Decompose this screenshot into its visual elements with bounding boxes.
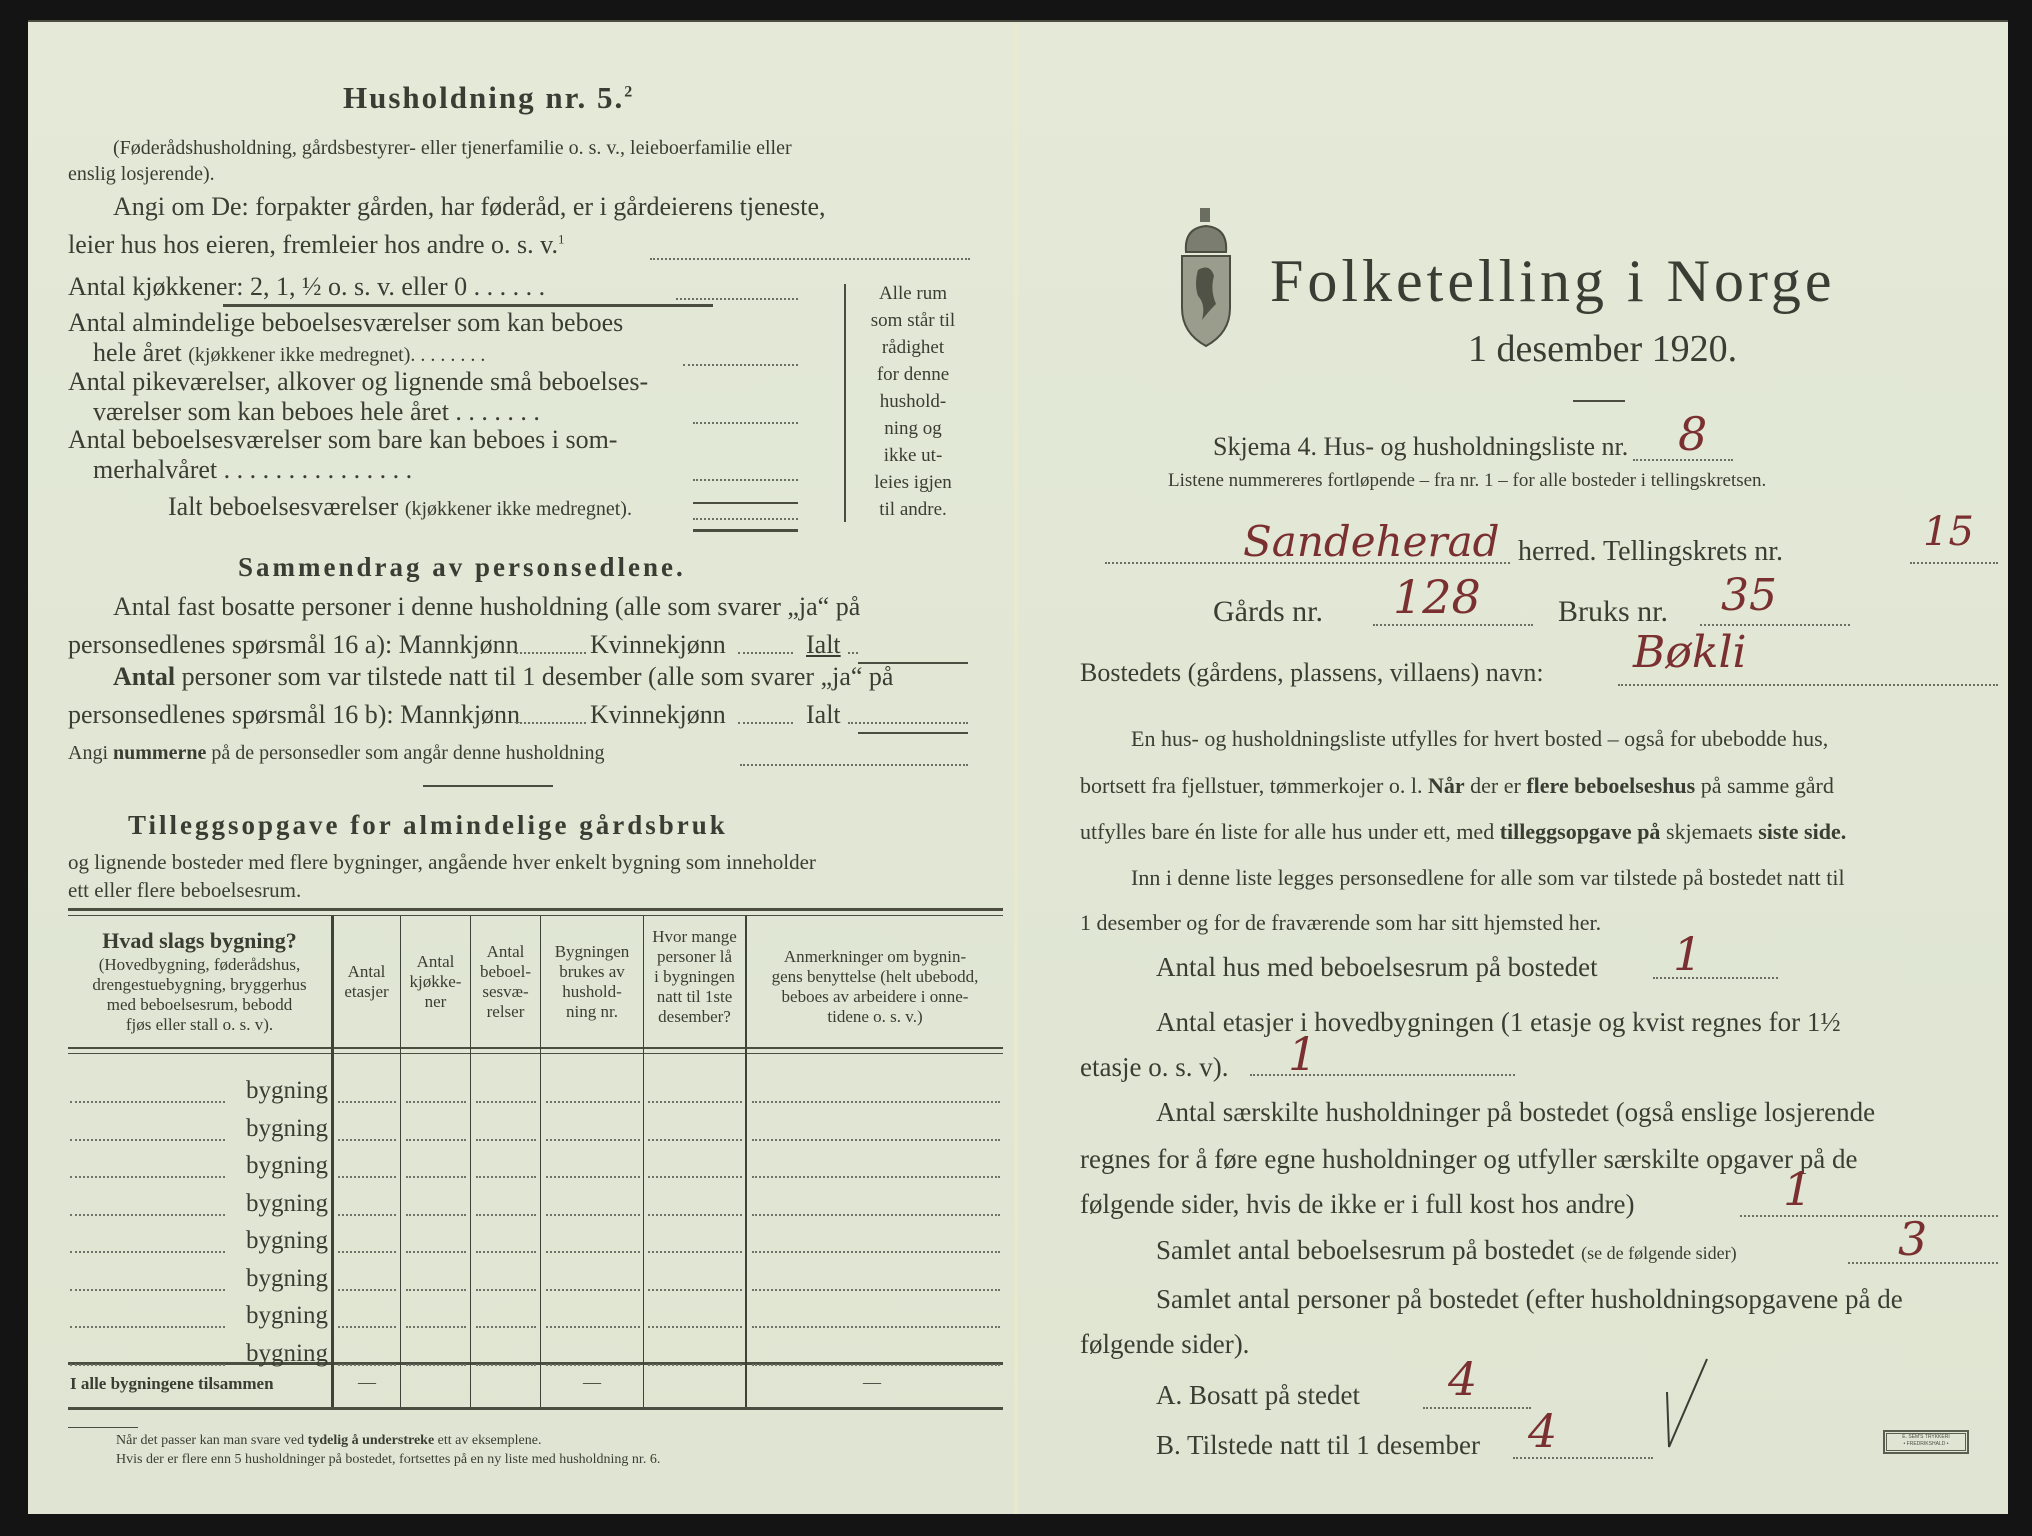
cell-field[interactable]: [406, 1289, 466, 1291]
coat-of-arms-icon: [1180, 208, 1232, 348]
rooms-ialt: Ialt beboelsesværelser (kjøkkener ikke medregnet).: [168, 492, 632, 521]
summary-line-1: Antal fast bosatte personer i denne husholdning (alle som svarer „ja“ på: [113, 592, 861, 621]
para-2-b: 1 desember og for de fraværende som har sitt hjemsted her.: [1080, 910, 1602, 935]
total-rule: [693, 529, 798, 532]
q-etasjer-label-1: Antal etasjer i hovedbygningen (1 etasje og kvist regnes for 1½: [1156, 1007, 1841, 1037]
footnote-1: Når det passer kan man svare ved tydelig å understreke ett av eksemplene.: [116, 1433, 542, 1448]
ialt-16b-rule: [858, 732, 968, 734]
summary-line-2: personsedlenes spørsmål 16 a): Mannkjønn: [68, 630, 519, 659]
row-label: bygning: [246, 1264, 328, 1292]
header-beboelsesvaerelser: Antal beboel- sesvæ- relser: [480, 942, 531, 1021]
rooms-sommer-1: Antal beboelsesværelser som bare kan beboes i som-: [68, 425, 618, 454]
cell-field[interactable]: [546, 1139, 640, 1141]
cell-field[interactable]: [648, 1101, 742, 1103]
ialt-16a-field[interactable]: [848, 652, 858, 654]
census-date: 1 desember 1920.: [1468, 328, 1738, 370]
household-title: Husholdning nr. 5.$^2$: [343, 80, 635, 115]
kvinnekjonn-16a-label: Kvinnekjønn: [590, 630, 726, 659]
header-husholdning-nr: Bygningen brukes av hushold- ning nr.: [554, 942, 630, 1021]
header-anmerkninger: Anmerkninger om bygnin- gens benyttelse (helt ubebodd, beboes av arbeidere i onne- tidene o. s. v.): [771, 947, 979, 1026]
total-row-label: I alle bygningene tilsammen: [70, 1374, 274, 1393]
cell-field[interactable]: [648, 1214, 742, 1216]
cell-field[interactable]: [476, 1214, 536, 1216]
cell-field[interactable]: [406, 1101, 466, 1103]
mannkjonn-16a-field[interactable]: [516, 652, 586, 654]
gards-value: 128: [1393, 570, 1481, 624]
cell-field[interactable]: [752, 1326, 1000, 1328]
cell-field[interactable]: [546, 1176, 640, 1178]
census-title: Folketelling i Norge: [1270, 248, 1836, 314]
footnote-2: Hvis der er flere enn 5 husholdninger på bostedet, fortsettes på en ny liste med husholdning nr. 6.: [116, 1452, 661, 1467]
cell-field[interactable]: [546, 1214, 640, 1216]
census-form-sheet: [28, 20, 2008, 1514]
nummerne-field[interactable]: [740, 764, 968, 766]
cell-field[interactable]: [406, 1139, 466, 1141]
row-label: bygning: [246, 1189, 328, 1217]
cell-field[interactable]: [752, 1289, 1000, 1291]
divider: [223, 304, 713, 307]
row-label: bygning: [246, 1339, 328, 1367]
q-etasjer-label-2: etasje o. s. v).: [1080, 1052, 1229, 1082]
cell-field[interactable]: [546, 1364, 640, 1366]
building-type-field[interactable]: [70, 1176, 225, 1178]
cell-field[interactable]: [338, 1101, 396, 1103]
table-header-rule-2: [68, 1053, 1003, 1054]
q-hush-field[interactable]: [1740, 1215, 1998, 1217]
listene-note: Listene nummereres fortløpende – fra nr. 1 – for alle bosteder i tellingskretsen.: [1168, 470, 1767, 491]
cell-field[interactable]: [338, 1139, 396, 1141]
q-hush-label-2: regnes for å føre egne husholdninger og utfyller særskilte opgaver på de: [1080, 1144, 1858, 1174]
q-rum-value: 3: [1898, 1212, 1928, 1266]
ialt-16b-label: Ialt: [806, 700, 841, 729]
cell-field[interactable]: [476, 1176, 536, 1178]
cell-field[interactable]: [338, 1289, 396, 1291]
building-type-field[interactable]: [70, 1139, 225, 1141]
rooms-kjokkener: Antal kjøkkener: 2, 1, ½ o. s. v. eller 0 . . . . . .: [68, 272, 546, 301]
cell-field[interactable]: [476, 1101, 536, 1103]
cell-field[interactable]: [752, 1364, 1000, 1366]
q-pers-label-2: følgende sider).: [1080, 1329, 1250, 1359]
cell-field[interactable]: [476, 1251, 536, 1253]
cell-field[interactable]: [752, 1139, 1000, 1141]
cell-field[interactable]: [476, 1289, 536, 1291]
page-fold: [1013, 22, 1019, 1514]
cell-field[interactable]: [752, 1251, 1000, 1253]
alm-field[interactable]: [683, 364, 798, 366]
cell-field[interactable]: [648, 1289, 742, 1291]
q-a-field[interactable]: [1423, 1407, 1531, 1409]
sum-rule: [693, 502, 798, 504]
rooms-pike-1: Antal pikeværelser, alkover og lignende små beboelses-: [68, 367, 649, 396]
bruks-field[interactable]: [1700, 624, 1850, 626]
q-hush-value: 1: [1783, 1162, 1813, 1216]
sommer-field[interactable]: [693, 479, 798, 481]
row-label: bygning: [246, 1077, 328, 1104]
summary-line-3: Antal personer som var tilstede natt til 1 desember (alle som svarer „ja“ på: [113, 662, 894, 691]
q-hush-label-3: følgende sider, hvis de ikke er i full kost hos andre): [1080, 1189, 1635, 1219]
gards-field[interactable]: [1373, 624, 1533, 626]
q-b-value: 4: [1528, 1404, 1558, 1458]
cell-field[interactable]: [648, 1251, 742, 1253]
title-rule: [1573, 400, 1625, 402]
header-personer: Hvor mange personer lå i bygningen natt til 1ste desember?: [652, 927, 737, 1026]
mannkjonn-16b-field[interactable]: [516, 722, 586, 724]
cell-field[interactable]: [752, 1101, 1000, 1103]
pike-field[interactable]: [693, 422, 798, 424]
building-type-field[interactable]: [70, 1289, 225, 1291]
header-etasjer: Antal etasjer: [344, 962, 389, 1001]
total-mark: —: [583, 1372, 601, 1392]
row-label: bygning: [246, 1152, 328, 1179]
cell-field[interactable]: [546, 1326, 640, 1328]
ialt-16b-field[interactable]: [848, 722, 968, 724]
bosted-label: Bostedets (gårdens, plassens, villaens) navn:: [1080, 658, 1544, 687]
q-hus-field[interactable]: [1653, 977, 1778, 979]
cell-field[interactable]: [406, 1176, 466, 1178]
angi-line-1: Angi om De: forpakter gården, har føderåd, er i gårdeierens tjeneste,: [113, 192, 826, 221]
summary-line-5: Angi nummerne på de personsedler som angår denne husholdning: [68, 742, 605, 764]
bosted-field[interactable]: [1618, 684, 1998, 686]
skjema-label: Skjema 4. Hus- og husholdningsliste nr.: [1213, 432, 1629, 461]
herred-value: Sandeherad: [1243, 517, 1500, 566]
cell-field[interactable]: [546, 1289, 640, 1291]
header-building-type: Hvad slags bygning? (Hovedbygning, føderådshus, drengestuebygning, bryggerhus med beboelsesrum, bebodd fjøs eller stall o. s. v).: [92, 928, 307, 1034]
cell-field[interactable]: [338, 1251, 396, 1253]
header-kjokkener: Antal kjøkke- ner: [409, 952, 462, 1011]
bruks-label: Bruks nr.: [1558, 595, 1669, 628]
cell-field[interactable]: [648, 1176, 742, 1178]
para-1-a: En hus- og husholdningsliste utfylles for hvert bosted – også for ubebodde hus,: [1131, 726, 1829, 751]
q-a-label: A. Bosatt på stedet: [1156, 1380, 1360, 1410]
q-etasjer-value: 1: [1288, 1027, 1318, 1081]
cell-field[interactable]: [338, 1176, 396, 1178]
cell-field[interactable]: [546, 1251, 640, 1253]
cell-field[interactable]: [338, 1214, 396, 1216]
cell-field[interactable]: [546, 1101, 640, 1103]
rooms-alm-1: Antal almindelige beboelsesværelser som kan beboes: [68, 308, 624, 337]
cell-field[interactable]: [406, 1251, 466, 1253]
cell-field[interactable]: [338, 1326, 396, 1328]
tellingskrets-field[interactable]: [1910, 562, 1998, 564]
section-divider: [423, 785, 553, 787]
para-1-b: bortsett fra fjellstuer, tømmerkojer o. l. Når der er flere beboelseshus på samme gård: [1080, 773, 1834, 798]
brace-note: Alle rum som står til rådighet for denne hushold- ning og ikke ut- leies igjen til andre.: [870, 283, 956, 520]
building-type-field[interactable]: [70, 1214, 225, 1216]
kvinnekjonn-16b-field[interactable]: [738, 722, 793, 724]
kvinnekjonn-16a-field[interactable]: [738, 652, 793, 654]
total-mark: —: [863, 1372, 881, 1392]
tellingskrets-value: 15: [1923, 509, 1974, 555]
tillegg-desc-1: og lignende bosteder med flere bygninger, angående hver enkelt bygning som inneholder: [68, 850, 816, 874]
q-a-value: 4: [1448, 1352, 1478, 1406]
cell-field[interactable]: [476, 1326, 536, 1328]
q-hus-value: 1: [1673, 927, 1703, 981]
bosted-value: Bøkli: [1633, 627, 1747, 678]
building-type-field[interactable]: [70, 1326, 225, 1328]
summary-title: Sammendrag av personsedlene.: [238, 552, 686, 582]
table-bottom-rule: [68, 1407, 1003, 1410]
brace: [844, 284, 846, 522]
building-type-field[interactable]: [70, 1101, 225, 1103]
row-label: bygning: [246, 1302, 328, 1329]
para-1-c: utfylles bare én liste for alle hus under ett, med tilleggsopgave på skjemaets siste side.: [1080, 819, 1847, 844]
q-rum-label: Samlet antal beboelsesrum på bostedet (se de følgende sider): [1156, 1235, 1737, 1265]
q-pers-label-1: Samlet antal personer på bostedet (efter husholdningsopgavene på de: [1156, 1284, 1903, 1314]
kjokkener-field[interactable]: [676, 298, 798, 300]
cell-field[interactable]: [476, 1139, 536, 1141]
table-header-rule: [68, 1047, 1003, 1049]
rooms-sommer-2: merhalvåret . . . . . . . . . . . . . . .: [93, 455, 413, 484]
rooms-alm-2: hele året (kjøkkener ikke medregnet). . . . . . . .: [93, 338, 486, 367]
building-type-field[interactable]: [70, 1251, 225, 1253]
cell-field[interactable]: [648, 1139, 742, 1141]
herred-label: herred. Tellingskrets nr.: [1518, 536, 1784, 567]
bruks-value: 35: [1721, 570, 1777, 621]
cell-field[interactable]: [752, 1176, 1000, 1178]
q-hush-label-1: Antal særskilte husholdninger på bostedet (også enslige losjerende: [1156, 1097, 1876, 1127]
cell-field[interactable]: [406, 1364, 466, 1366]
tillegg-title: Tilleggsopgave for almindelige gårdsbruk: [128, 810, 728, 840]
husholdningsliste-nr-value: 8: [1678, 407, 1708, 461]
kvinnekjonn-16b-label: Kvinnekjønn: [590, 700, 726, 729]
cell-field[interactable]: [648, 1326, 742, 1328]
footnote-rule: [68, 1427, 138, 1428]
ialt-field[interactable]: [693, 518, 798, 520]
cell-field[interactable]: [648, 1364, 742, 1366]
household-subtitle-2: enslig losjerende).: [68, 163, 215, 185]
checkmark-icon: [1663, 1357, 1713, 1457]
angi-answer-field[interactable]: [650, 258, 970, 260]
gards-label: Gårds nr.: [1213, 595, 1323, 628]
angi-line-2: leier hus hos eieren, fremleier hos andre o. s. v.$^1$: [68, 230, 565, 259]
printer-stamp: E. SEM'S TRYKKERI • FREDRIKSHALD •: [1883, 1430, 1969, 1454]
rooms-pike-2: værelser som kan beboes hele året . . . . . . .: [93, 397, 540, 426]
cell-field[interactable]: [752, 1214, 1000, 1216]
tillegg-desc-2: ett eller flere beboelsesrum.: [68, 878, 302, 902]
table-top-rule: [68, 908, 1003, 911]
cell-field[interactable]: [338, 1364, 396, 1366]
q-b-label: B. Tilstede natt til 1 desember: [1156, 1430, 1480, 1460]
cell-field[interactable]: [476, 1364, 536, 1366]
row-label: bygning: [246, 1114, 328, 1142]
row-label: bygning: [246, 1227, 328, 1254]
cell-field[interactable]: [406, 1326, 466, 1328]
total-mark: —: [358, 1372, 376, 1392]
ialt-16a-label: Ialt: [806, 630, 841, 659]
table-top-rule-2: [68, 915, 1003, 916]
cell-field[interactable]: [406, 1214, 466, 1216]
household-subtitle: (Føderådshusholdning, gårdsbestyrer- eller tjenerfamilie o. s. v., leieboerfamilie eller: [113, 137, 792, 159]
building-type-field[interactable]: [70, 1364, 225, 1366]
para-2-a: Inn i denne liste legges personsedlene for alle som var tilstede på bostedet natt til: [1131, 865, 1845, 890]
q-hus-label: Antal hus med beboelsesrum på bostedet: [1156, 952, 1598, 982]
summary-line-4: personsedlenes spørsmål 16 b): Mannkjønn: [68, 700, 521, 729]
